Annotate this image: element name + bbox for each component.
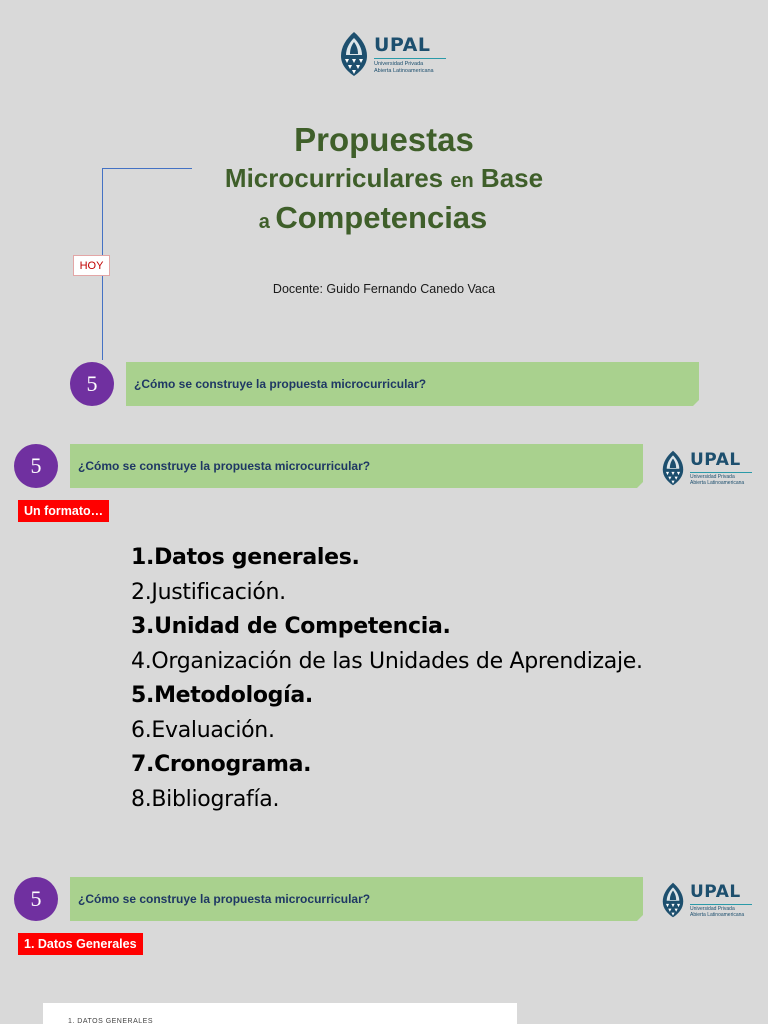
title-line3-part-a: a [258, 211, 276, 233]
document-preview-text: 1. DATOS GENERALES [68, 1018, 153, 1024]
question-text: ¿Cómo se construye la propuesta microcurricular? [78, 459, 371, 473]
logo-subtitle-1: Universidad Privada [690, 474, 735, 480]
docente-text: Docente: Guido Fernando Canedo Vaca [272, 282, 496, 296]
upal-emblem-icon [340, 31, 368, 77]
section-number-badge [70, 362, 114, 406]
title-line3-part-b: Competencias [275, 200, 488, 235]
list-item: 1.Datos generales. [131, 545, 360, 570]
title-line2-part-a: Microcurriculares [224, 163, 451, 193]
upal-logo [662, 449, 752, 487]
question-bar [126, 362, 699, 406]
logo-rule [690, 472, 752, 474]
list-item: 6.Evaluación. [131, 717, 275, 743]
datos-generales-label: 1. Datos Generales [18, 933, 143, 955]
section-number-badge [14, 444, 58, 488]
section-number: 5 [30, 453, 42, 478]
cover-title-line1: Propuestas [294, 121, 474, 158]
upal-emblem-icon [662, 881, 684, 919]
list-item: 3.Unidad de Competencia. [131, 614, 451, 639]
upal-logo [662, 881, 752, 919]
format-label: Un formato… [18, 500, 109, 522]
logo-rule [374, 58, 446, 60]
list-item: 2.Justificación. [131, 579, 286, 605]
list-item: 8.Bibliografía. [131, 786, 280, 812]
cover-title-line3 [0, 200, 746, 236]
logo-subtitle-1: Universidad Privada [690, 906, 735, 912]
section-number-badge [14, 877, 58, 921]
logo-subtitle-2: Abierta Latinoamericana [690, 911, 745, 918]
logo-subtitle-2: Abierta Latinoamericana [374, 67, 434, 74]
logo-name: UPAL [374, 33, 431, 56]
list-item: 5.Metodología. [131, 683, 313, 708]
question-text: ¿Cómo se construye la propuesta microcurricular? [78, 892, 371, 906]
hoy-label: HOY [73, 255, 110, 276]
logo-subtitle-2: Abierta Latinoamericana [690, 479, 745, 486]
logo-name: UPAL [690, 881, 741, 902]
title-line2-part-c: Base [473, 163, 544, 193]
connector-line-horizontal [102, 168, 192, 169]
format-list [131, 541, 643, 817]
list-item: 4.Organización de las Unidades de Aprendizaje. [131, 648, 643, 674]
logo-subtitle-1: Universidad Privada [374, 61, 424, 68]
logo-name: UPAL [690, 449, 741, 470]
upal-logo [340, 31, 446, 77]
section-number: 5 [30, 886, 42, 911]
section-number: 5 [86, 371, 98, 396]
upal-emblem-icon [662, 449, 684, 487]
question-bar [70, 444, 643, 488]
question-text: ¿Cómo se construye la propuesta microcurricular? [134, 377, 427, 391]
question-bar [70, 877, 643, 921]
list-item: 7.Cronograma. [131, 752, 312, 777]
title-line2-part-b: en [450, 170, 474, 192]
logo-rule [690, 904, 752, 906]
